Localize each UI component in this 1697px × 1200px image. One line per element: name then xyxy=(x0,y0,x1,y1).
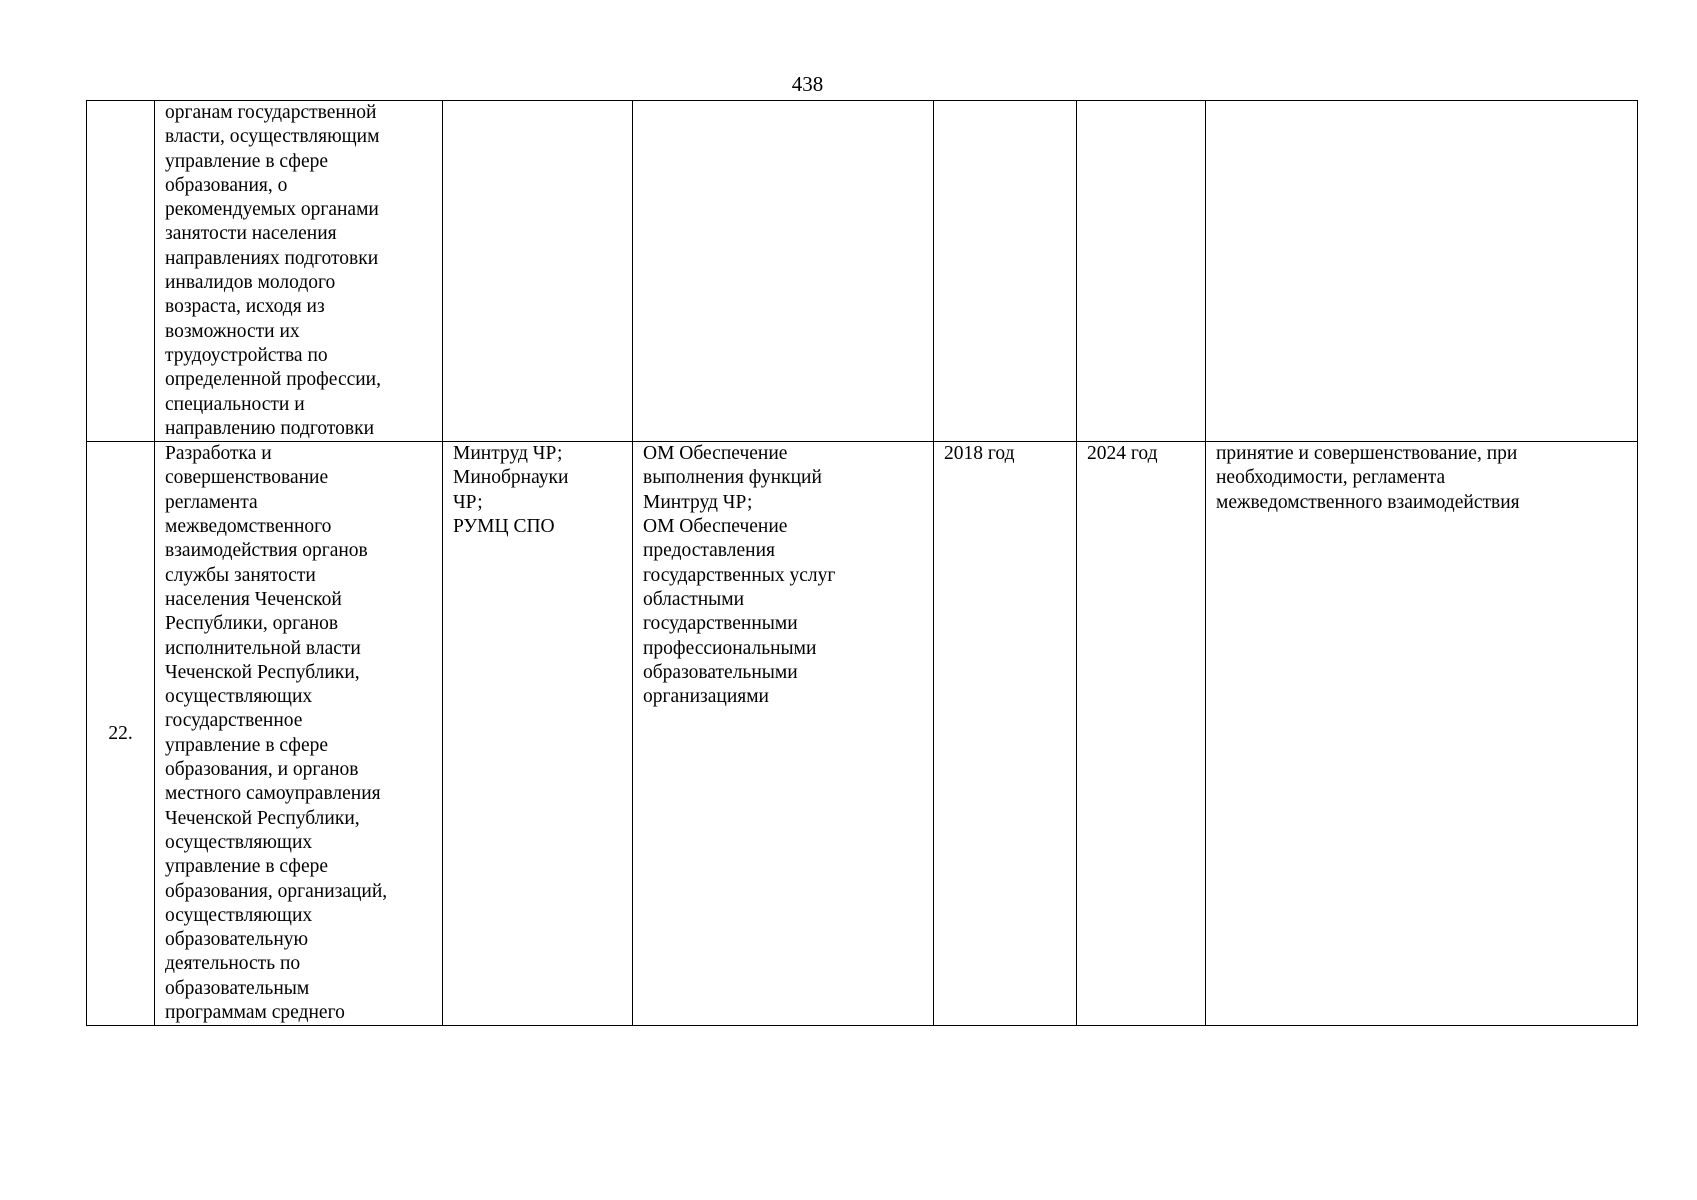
description-line: образования, и органов xyxy=(165,759,359,781)
description-line: деятельность по xyxy=(165,953,301,975)
description-line: совершенствование xyxy=(165,467,329,489)
executor-cell xyxy=(443,442,633,1026)
executor-line: Минобрнауки xyxy=(453,467,569,489)
description-line: управление в сфере xyxy=(165,856,328,878)
executor-cell xyxy=(443,101,633,442)
description-line: осуществляющих xyxy=(165,904,313,926)
table-row xyxy=(87,442,1638,1026)
description-line: трудоустройства по xyxy=(165,344,328,366)
end-year-cell xyxy=(1077,101,1206,442)
description-line: возможности их xyxy=(165,320,300,342)
activity-line: государственных услуг xyxy=(643,564,836,586)
activity-cell xyxy=(633,101,934,442)
result-line: принятие и совершенствование, при xyxy=(1216,443,1518,465)
row-number-cell: 22. xyxy=(87,442,155,1026)
table-row xyxy=(87,101,1638,442)
result-line: необходимости, регламента xyxy=(1216,467,1446,489)
description-line: регламента xyxy=(165,491,258,513)
description-line: межведомственного xyxy=(165,516,332,538)
description-line: образования, организаций, xyxy=(165,880,388,902)
activity-line: ОМ Обеспечение xyxy=(643,443,788,465)
description-line: осуществляющих xyxy=(165,831,313,853)
description-line: государственное xyxy=(165,710,303,732)
description-line: управление в сфере xyxy=(165,734,328,756)
end-year-cell: 2024 год xyxy=(1077,442,1206,1026)
description-line: занятости населения xyxy=(165,223,337,245)
activity-line: государственными xyxy=(643,613,798,635)
description-line: специальности и xyxy=(165,393,305,415)
description-line: местного самоуправления xyxy=(165,783,381,805)
result-line: межведомственного взаимодействия xyxy=(1216,491,1520,513)
description-line: власти, осуществляющим xyxy=(165,126,380,148)
description-line: рекомендуемых органами xyxy=(165,199,379,221)
description-line: программам среднего xyxy=(165,1001,345,1023)
activity-line: организациями xyxy=(643,686,769,708)
description-line: осуществляющих xyxy=(165,686,313,708)
start-year-cell xyxy=(934,101,1077,442)
activity-line: образовательными xyxy=(643,661,798,683)
description-line: возраста, исходя из xyxy=(165,296,325,318)
description-line: исполнительной власти xyxy=(165,637,361,659)
activity-line: предоставления xyxy=(643,540,775,562)
result-cell xyxy=(1206,442,1638,1026)
activity-line: областными xyxy=(643,588,745,610)
executor-line: РУМЦ СПО xyxy=(453,516,555,538)
description-line: службы занятости xyxy=(165,564,316,586)
description-cell xyxy=(155,442,443,1026)
description-line: образовательную xyxy=(165,929,309,951)
description-line: направлениях подготовки xyxy=(165,247,379,269)
result-cell xyxy=(1206,101,1638,442)
description-line: управление в сфере xyxy=(165,150,328,172)
description-cell xyxy=(155,101,443,442)
description-line: инвалидов молодого xyxy=(165,272,336,294)
description-line: органам государственной xyxy=(165,102,377,123)
activity-line: Минтруд ЧР; xyxy=(643,491,753,513)
description-line: Чеченской Республики, xyxy=(165,661,360,683)
page-number: 438 xyxy=(791,72,824,96)
measures-table xyxy=(86,100,1638,1026)
executor-line: Минтруд ЧР; xyxy=(453,443,563,465)
description-line: образовательным xyxy=(165,977,310,999)
description-line: Чеченской Республики, xyxy=(165,807,360,829)
description-line: Разработка и xyxy=(165,443,272,465)
start-year-cell: 2018 год xyxy=(934,442,1077,1026)
description-line: направлению подготовки xyxy=(165,417,375,439)
activity-line: ОМ Обеспечение xyxy=(643,516,788,538)
activity-line: выполнения функций xyxy=(643,467,822,489)
description-line: определенной профессии, xyxy=(165,369,381,391)
description-line: Республики, органов xyxy=(165,613,339,635)
row-number-cell xyxy=(87,101,155,442)
description-line: населения Чеченской xyxy=(165,588,342,610)
description-line: взаимодействия органов xyxy=(165,540,368,562)
activity-cell xyxy=(633,442,934,1026)
activity-line: профессиональными xyxy=(643,637,817,659)
description-line: образования, о xyxy=(165,174,288,196)
executor-line: ЧР; xyxy=(453,491,483,513)
